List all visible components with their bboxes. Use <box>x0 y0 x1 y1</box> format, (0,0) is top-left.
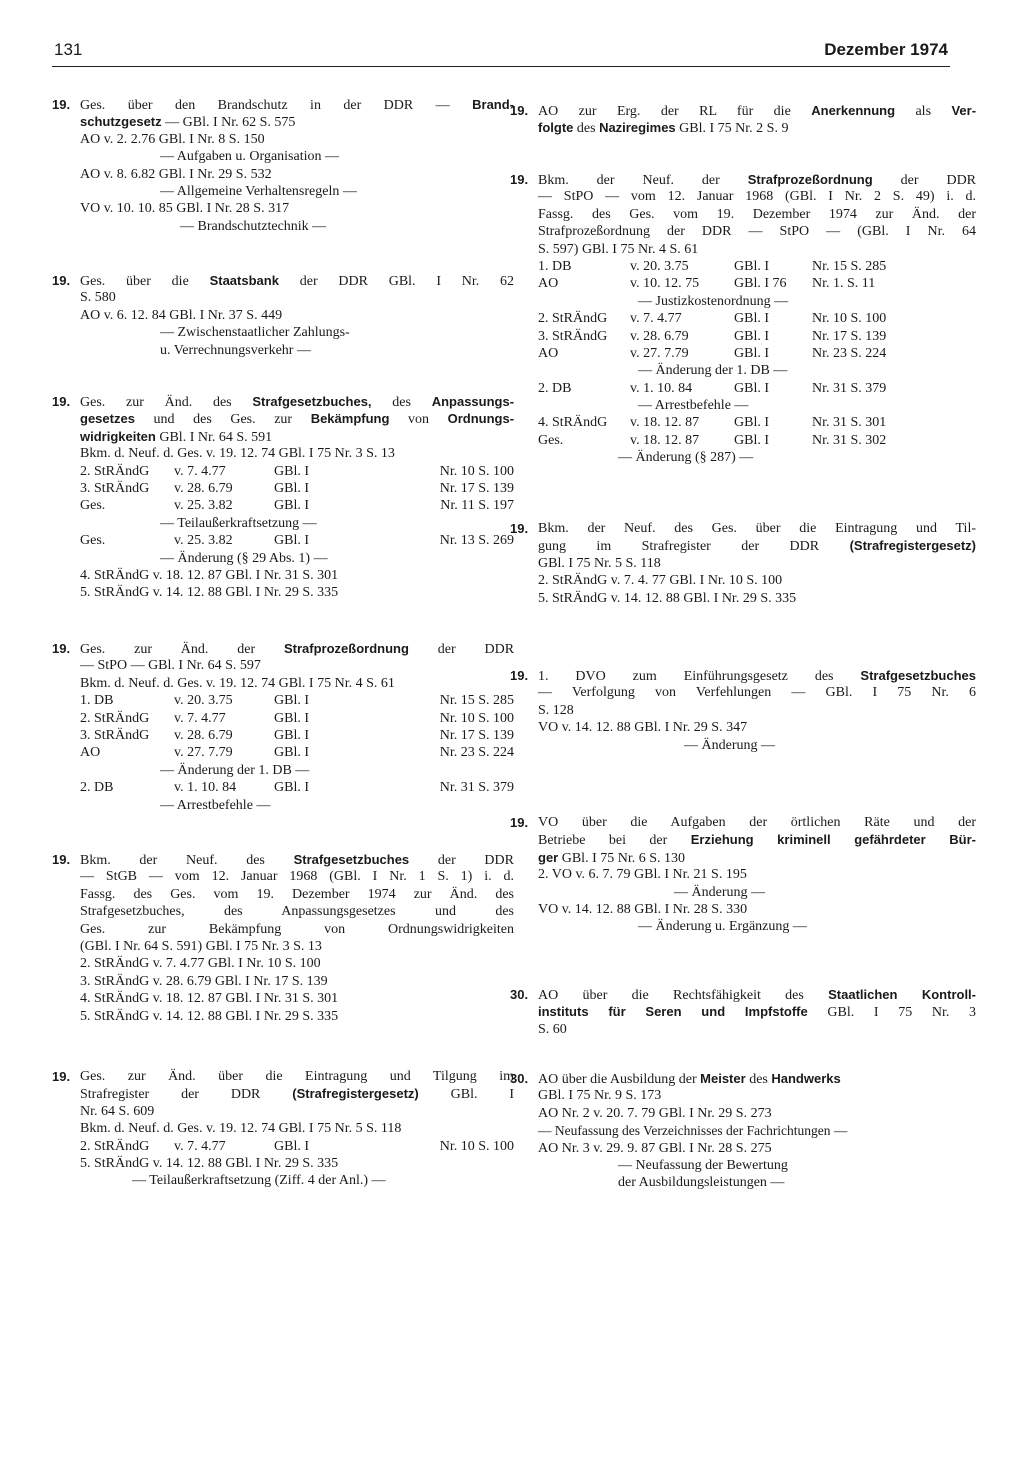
entry-verfolgte-naziregime <box>510 102 976 137</box>
entry-note: — Änderung der 1. DB — <box>638 363 788 379</box>
entry-line: 5. StRÄndG v. 14. 12. 88 GBl. I Nr. 29 S. 335 <box>80 1155 339 1171</box>
entry-line: AO Nr. 3 v. 29. 9. 87 GBl. I Nr. 28 S. 275 <box>538 1140 772 1156</box>
entry-text: Ges. zur Änd. der <box>80 642 256 657</box>
entry-keyword: Meister <box>700 1071 746 1086</box>
entry-line: Bkm. d. Neuf. d. Ges. v. 19. 12. 74 GBl. I 75 Nr. 4 S. 61 <box>80 675 395 691</box>
entry-text: GBl. I 75 Nr. 6 S. 130 <box>561 850 686 866</box>
entry-strafgesetzbuch-aenderung <box>52 393 514 602</box>
amendment-row: Ges. v. 25. 3.82 GBl. I Nr. 13 S. 269 <box>80 533 514 549</box>
entry-keyword: Erziehung kriminell gefährdeter Bür- <box>690 832 976 848</box>
entry-day: 30. <box>510 987 529 1002</box>
entry-text: 1. DVO zum Einführungsgesetz des <box>538 669 834 684</box>
amendment-row: Ges. v. 25. 3.82 GBl. I Nr. 11 S. 197 <box>80 498 514 514</box>
entry-note: — Brandschutztechnik — <box>180 218 327 234</box>
entry-line: 2. VO v. 6. 7. 79 GBl. I Nr. 21 S. 195 <box>538 867 747 883</box>
entry-keyword: Ver- <box>951 103 977 118</box>
entry-strafgesetzbuch-neufassung <box>52 851 514 1025</box>
entry-text: Ges. über den Brandschutz in der DDR — <box>80 98 450 113</box>
entry-note: — Arrestbefehle — <box>638 398 749 414</box>
entry-text: und des Ges. zur <box>153 412 293 428</box>
entry-line: Strafprozeßordnung der DDR — StPO — (GBl. I Nr. 64 <box>538 224 976 240</box>
entry-text: des <box>392 395 411 410</box>
entry-line: Bkm. d. Neuf. d. Ges. v. 19. 12. 74 GBl. I 75 Nr. 5 S. 118 <box>80 1121 402 1137</box>
entry-keyword: Bekämpfung <box>310 411 390 427</box>
entry-text: GBl. I 75 Nr. 3 <box>827 1005 977 1021</box>
entry-note: u. Verrechnungsverkehr — <box>160 342 311 358</box>
entry-meister-handwerk <box>510 1070 976 1192</box>
amendment-row: 3. StRÄndG v. 28. 6.79 GBl. I Nr. 17 S. 139 <box>538 328 887 344</box>
entry-keyword: Strafprozeßordnung <box>747 172 873 187</box>
amendment-row: 2. StRÄndG v. 7. 4.77 GBl. I Nr. 10 S. 100 <box>80 463 514 479</box>
entry-note: — Neufassung der Bewertung <box>618 1157 788 1173</box>
entry-line: — StGB — vom 12. Januar 1968 (GBl. I Nr. 1 S. 1) i. d. <box>80 869 514 885</box>
entry-note: — Teilaußerkraftsetzung — <box>160 515 317 531</box>
entry-text: Bkm. der Neuf. der <box>538 173 720 188</box>
entry-day: 19. <box>52 394 71 409</box>
entry-note: — Justizkostenordnung — <box>638 293 789 309</box>
amendment-row: 1. DB v. 20. 3.75 GBl. I Nr. 15 S. 285 <box>80 693 514 709</box>
entry-text: gung im Strafregister der DDR <box>538 539 820 555</box>
entry-day: 19. <box>52 273 71 288</box>
entry-line: VO v. 10. 10. 85 GBl. I Nr. 28 S. 317 <box>80 201 290 217</box>
page-date-header: Dezember 1974 <box>824 40 948 59</box>
entry-text: des <box>749 1072 768 1087</box>
entry-text: Ges. zur Änd. des <box>80 395 232 410</box>
entry-erziehung-gefaehrdeter-buerger <box>510 814 976 936</box>
entry-line: VO v. 14. 12. 88 GBl. I Nr. 29 S. 347 <box>538 720 748 736</box>
entry-strafprozessordnung-aenderung <box>52 640 514 814</box>
entry-line: S. 580 <box>80 290 116 306</box>
entry-keyword: Staatlichen Kontroll- <box>828 987 977 1002</box>
entry-line: GBl. I 75 Nr. 9 S. 173 <box>538 1088 662 1104</box>
entry-keyword: Handwerks <box>771 1071 841 1086</box>
entry-kontrollinstitut-seren <box>510 986 976 1038</box>
entry-day: 19. <box>52 97 71 112</box>
entry-keyword: ger <box>538 849 559 865</box>
entry-text: der DDR <box>437 642 515 657</box>
entry-line: S. 60 <box>538 1021 567 1037</box>
entry-line: Ges. zur Bekämpfung von Ordnungswidrigkeiten <box>80 921 514 937</box>
entry-line: AO Nr. 2 v. 20. 7. 79 GBl. I Nr. 29 S. 273 <box>538 1105 772 1121</box>
entry-line: — Verfolgung von Verfehlungen — GBl. I 75 Nr. 6 <box>538 685 976 701</box>
entry-line: VO v. 14. 12. 88 GBl. I Nr. 28 S. 330 <box>538 901 748 917</box>
entry-keyword: Staatsbank <box>209 273 279 288</box>
entry-note: — Zwischenstaatlicher Zahlungs- <box>160 325 350 341</box>
entry-keyword: Naziregimes <box>599 120 676 136</box>
entry-line: S. 597) GBl. I 75 Nr. 4 S. 61 <box>538 241 699 257</box>
entry-note: — Änderung (§ 29 Abs. 1) — <box>160 550 328 566</box>
entry-text: Ges. zur Änd. über die Eintragung und Tilgung im <box>80 1069 514 1084</box>
entry-keyword: Anpassungs- <box>431 394 515 409</box>
amendment-row: 2. StRÄndG v. 7. 4.77 GBl. I Nr. 10 S. 100 <box>80 710 514 726</box>
entry-line: S. 128 <box>538 702 574 718</box>
entry-text: Bkm. der Neuf. des Ges. über die Eintragung und Til- <box>538 521 976 536</box>
entry-day: 19. <box>510 815 529 830</box>
entry-day: 19. <box>52 852 71 867</box>
entry-text: Strafregister der DDR <box>80 1087 261 1103</box>
entry-line: AO v. 6. 12. 84 GBl. I Nr. 37 S. 449 <box>80 307 283 323</box>
entry-text: als <box>915 104 932 119</box>
entry-staatsbank <box>52 272 514 359</box>
entry-dvo-strafgesetzbuch <box>510 667 976 754</box>
entry-day: 19. <box>510 668 529 683</box>
entry-strafregistergesetz-aenderung <box>52 1068 514 1190</box>
entry-keyword: schutzgesetz <box>80 114 162 130</box>
entry-keyword: (Strafregistergesetz) <box>849 538 976 554</box>
entry-keyword: Ordnungs- <box>447 411 515 427</box>
entry-text: VO über die Aufgaben der örtlichen Räte und der <box>538 815 976 830</box>
entry-text: Betriebe bei der <box>538 833 668 849</box>
entry-line: Fassg. des Ges. vom 19. Dezember 1974 zur Änd. der <box>538 206 976 222</box>
entry-keyword: Strafgesetzbuches, <box>252 394 372 409</box>
entry-line: Bkm. d. Neuf. d. Ges. v. 19. 12. 74 GBl. I 75 Nr. 3 S. 13 <box>80 446 395 462</box>
entry-text: der DDR <box>900 173 977 188</box>
entry-text: AO zur Erg. der RL für die <box>538 104 791 119</box>
amendment-row: 2. DB v. 1. 10. 84 GBl. I Nr. 31 S. 379 <box>538 380 887 396</box>
amendment-row: 2. StRÄndG v. 7. 4.77 GBl. I Nr. 10 S. 100 <box>538 311 887 327</box>
entry-line: (GBl. I Nr. 64 S. 591) GBl. I 75 Nr. 3 S. 13 <box>80 938 322 954</box>
entry-line: 4. StRÄndG v. 18. 12. 87 GBl. I Nr. 31 S. 301 <box>80 991 339 1007</box>
amendment-row: 3. StRÄndG v. 28. 6.79 GBl. I Nr. 17 S. 139 <box>80 480 514 496</box>
entry-day: 19. <box>52 1069 71 1084</box>
entry-keyword: widrigkeiten <box>80 428 156 444</box>
amendment-row: 2. DB v. 1. 10. 84 GBl. I Nr. 31 S. 379 <box>80 780 514 796</box>
entry-text: Bkm. der Neuf. des <box>80 853 265 868</box>
header-rule <box>52 66 950 67</box>
entry-keyword: instituts für Seren und Impfstoffe <box>538 1004 808 1020</box>
entry-text: der DDR GBl. I Nr. 62 <box>299 274 515 289</box>
entry-line: — StPO — vom 12. Januar 1968 (GBl. I Nr. 2 S. 49) i. d. <box>538 189 976 205</box>
amendment-row: 3. StRÄndG v. 28. 6.79 GBl. I Nr. 17 S. 139 <box>80 727 514 743</box>
entry-keyword: Strafgesetzbuches <box>293 852 410 867</box>
entry-keyword: Brand- <box>472 97 515 112</box>
entry-line: 3. StRÄndG v. 28. 6.79 GBl. I Nr. 17 S. 139 <box>80 973 328 989</box>
entry-line: GBl. I 75 Nr. 5 S. 118 <box>538 555 661 571</box>
entry-keyword: (Strafregistergesetz) <box>292 1086 419 1102</box>
entry-text: AO über die Ausbildung der <box>538 1072 697 1087</box>
entry-line: 4. StRÄndG v. 18. 12. 87 GBl. I Nr. 31 S. 301 <box>80 567 339 583</box>
entry-line: Nr. 64 S. 609 <box>80 1103 155 1119</box>
entry-line: 5. StRÄndG v. 14. 12. 88 GBl. I Nr. 29 S. 335 <box>80 1008 339 1024</box>
entry-keyword: folgte <box>538 120 574 136</box>
amendment-row: Ges. v. 18. 12. 87 GBl. I Nr. 31 S. 302 <box>538 432 887 448</box>
entry-note: — Arrestbefehle — <box>160 797 271 813</box>
entry-note: — Allgemeine Verhaltensregeln — <box>160 183 357 199</box>
entry-text: GBl. I <box>450 1087 515 1103</box>
entry-keyword: Strafgesetzbuches <box>860 668 976 683</box>
amendment-row: 4. StRÄndG v. 18. 12. 87 GBl. I Nr. 31 S. 301 <box>538 415 887 431</box>
entry-text: von <box>408 412 430 428</box>
entry-note: — Änderung der 1. DB — <box>160 762 310 778</box>
entry-line: 2. StRÄndG v. 7. 4. 77 GBl. I Nr. 10 S. 100 <box>538 573 783 589</box>
amendment-row: 1. DB v. 20. 3.75 GBl. I Nr. 15 S. 285 <box>538 258 887 274</box>
amendment-row: AO v. 27. 7.79 GBl. I Nr. 23 S. 224 <box>80 745 514 761</box>
entry-note: der Ausbildungsleistungen — <box>618 1175 785 1191</box>
entry-line: — StPO — GBl. I Nr. 64 S. 597 <box>80 658 261 674</box>
entry-line: 5. StRÄndG v. 14. 12. 88 GBl. I Nr. 29 S. 335 <box>538 590 797 606</box>
entry-day: 19. <box>510 521 529 536</box>
entry-strafregistergesetz-neufassung <box>510 520 976 607</box>
entry-note: — Neufassung des Verzeichnisses der Fachrichtungen — <box>538 1123 848 1139</box>
entry-day: 19. <box>510 103 529 118</box>
entry-line: 2. StRÄndG v. 7. 4.77 GBl. I Nr. 10 S. 100 <box>80 956 321 972</box>
entry-note: — Änderung — <box>684 737 775 753</box>
entry-day: 30. <box>510 1071 529 1086</box>
entry-text: GBl. I 75 Nr. 2 S. 9 <box>679 121 789 137</box>
entry-note: — Änderung u. Ergänzung — <box>638 919 807 935</box>
entry-text: Ges. über die <box>80 274 189 289</box>
entry-text: — GBl. I Nr. 62 S. 575 <box>165 115 296 131</box>
entry-strafprozessordnung-neufassung <box>510 171 976 467</box>
amendment-row: 2. StRÄndG v. 7. 4.77 GBl. I Nr. 10 S. 100 <box>80 1138 514 1154</box>
entry-keyword: Anerkennung <box>811 103 896 118</box>
entry-day: 19. <box>52 641 71 656</box>
entry-line: AO v. 8. 6.82 GBl. I Nr. 29 S. 532 <box>80 166 272 182</box>
entry-keyword: Strafprozeßordnung <box>283 641 409 656</box>
entry-brandschutzgesetz <box>52 96 514 235</box>
page-number: 131 <box>54 40 83 59</box>
entry-keyword: gesetzes <box>80 411 135 427</box>
entry-text: der DDR <box>437 853 514 868</box>
entry-note: — Änderung — <box>674 884 765 900</box>
entry-day: 19. <box>510 172 529 187</box>
entry-note: — Aufgaben u. Organisation — <box>160 149 339 165</box>
entry-text: AO über die Rechtsfähigkeit des <box>538 988 804 1003</box>
entry-line: 5. StRÄndG v. 14. 12. 88 GBl. I Nr. 29 S. 335 <box>80 585 339 601</box>
entry-text: des <box>576 121 596 137</box>
entry-line: AO v. 2. 2.76 GBl. I Nr. 8 S. 150 <box>80 131 265 147</box>
amendment-row: AO v. 10. 12. 75 GBl. I 76 Nr. 1. S. 11 <box>538 276 876 292</box>
entry-text: GBl. I Nr. 64 S. 591 <box>159 429 273 445</box>
entry-line: Fassg. des Ges. vom 19. Dezember 1974 zur Änd. des <box>80 886 514 902</box>
entry-note: — Teilaußerkraftsetzung (Ziff. 4 der Anl.) — <box>132 1173 386 1189</box>
entry-line: Strafgesetzbuches, des Anpassungsgesetzes und des <box>80 904 514 920</box>
amendment-row: AO v. 27. 7.79 GBl. I Nr. 23 S. 224 <box>538 345 887 361</box>
entry-note: — Änderung (§ 287) — <box>618 450 754 466</box>
